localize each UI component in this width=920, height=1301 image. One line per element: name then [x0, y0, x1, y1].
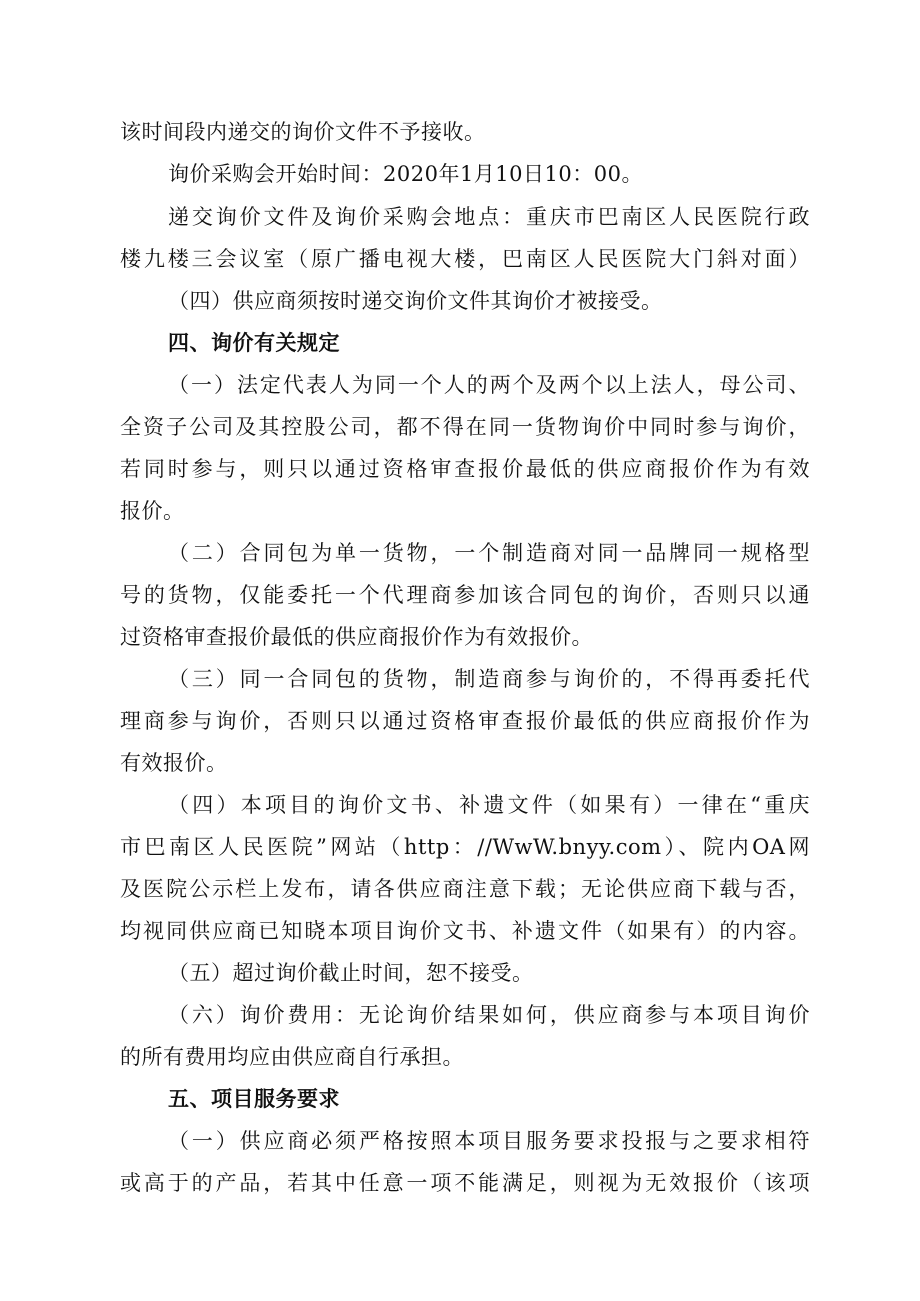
paragraph-line: 递交询价文件及询价采购会地点：重庆市巴南区人民医院行政 — [168, 205, 810, 229]
paragraph-line: 及医院公示栏上发布，请各供应商注意下载；无论供应商下载与否， — [120, 877, 810, 901]
paragraph-line: （五）超过询价截止时间，恕不接受。 — [168, 961, 534, 985]
paragraph-line: （一）法定代表人为同一个人的两个及两个以上法人，母公司、 — [168, 373, 810, 397]
paragraph-line: 全资子公司及其控股公司，都不得在同一货物询价中同时参与询价， — [120, 415, 810, 439]
paragraph-line: （三）同一合同包的货物，制造商参与询价的，不得再委托代 — [168, 667, 810, 691]
paragraph-line: （二）合同包为单一货物，一个制造商对同一品牌同一规格型 — [168, 541, 810, 565]
paragraph-line: 均视同供应商已知晓本项目询价文书、补遗文件（如果有）的内容。 — [120, 919, 810, 943]
section-heading: 五、项目服务要求 — [168, 1087, 340, 1111]
paragraph-line: 楼九楼三会议室（原广播电视大楼，巴南区人民医院大门斜对面） — [120, 247, 810, 271]
paragraph-line: 理商参与询价，否则只以通过资格审查报价最低的供应商报价作为 — [120, 709, 810, 733]
paragraph-line: （六）询价费用：无论询价结果如何，供应商参与本项目询价 — [168, 1003, 810, 1027]
paragraph-line: 有效报价。 — [120, 751, 228, 775]
paragraph-line: 询价采购会开始时间：2020年1月10日10：00。 — [168, 162, 643, 186]
section-heading: 四、询价有关规定 — [168, 331, 340, 355]
paragraph-line: 的所有费用均应由供应商自行承担。 — [120, 1045, 464, 1069]
paragraph-line: （四）本项目的询价文书、补遗文件（如果有）一律在“重庆 — [168, 793, 810, 817]
paragraph-line: 号的货物，仅能委托一个代理商参加该合同包的询价，否则只以通 — [120, 583, 810, 607]
paragraph-line: 市巴南区人民医院”网站（http：//WwW.bnyy.com）、院内OA网 — [120, 835, 810, 859]
paragraph-line: （一）供应商必须严格按照本项目服务要求投报与之要求相符 — [168, 1129, 810, 1153]
paragraph-line: 报价。 — [120, 499, 185, 523]
paragraph-line: 过资格审查报价最低的供应商报价作为有效报价。 — [120, 625, 593, 649]
paragraph-line: 该时间段内递交的询价文件不予接收。 — [120, 120, 486, 144]
paragraph-line: 若同时参与，则只以通过资格审查报价最低的供应商报价作为有效 — [120, 457, 810, 481]
paragraph-line: （四）供应商须按时递交询价文件其询价才被接受。 — [168, 289, 663, 313]
paragraph-line: 或高于的产品，若其中任意一项不能满足，则视为无效报价（该项 — [120, 1171, 810, 1195]
